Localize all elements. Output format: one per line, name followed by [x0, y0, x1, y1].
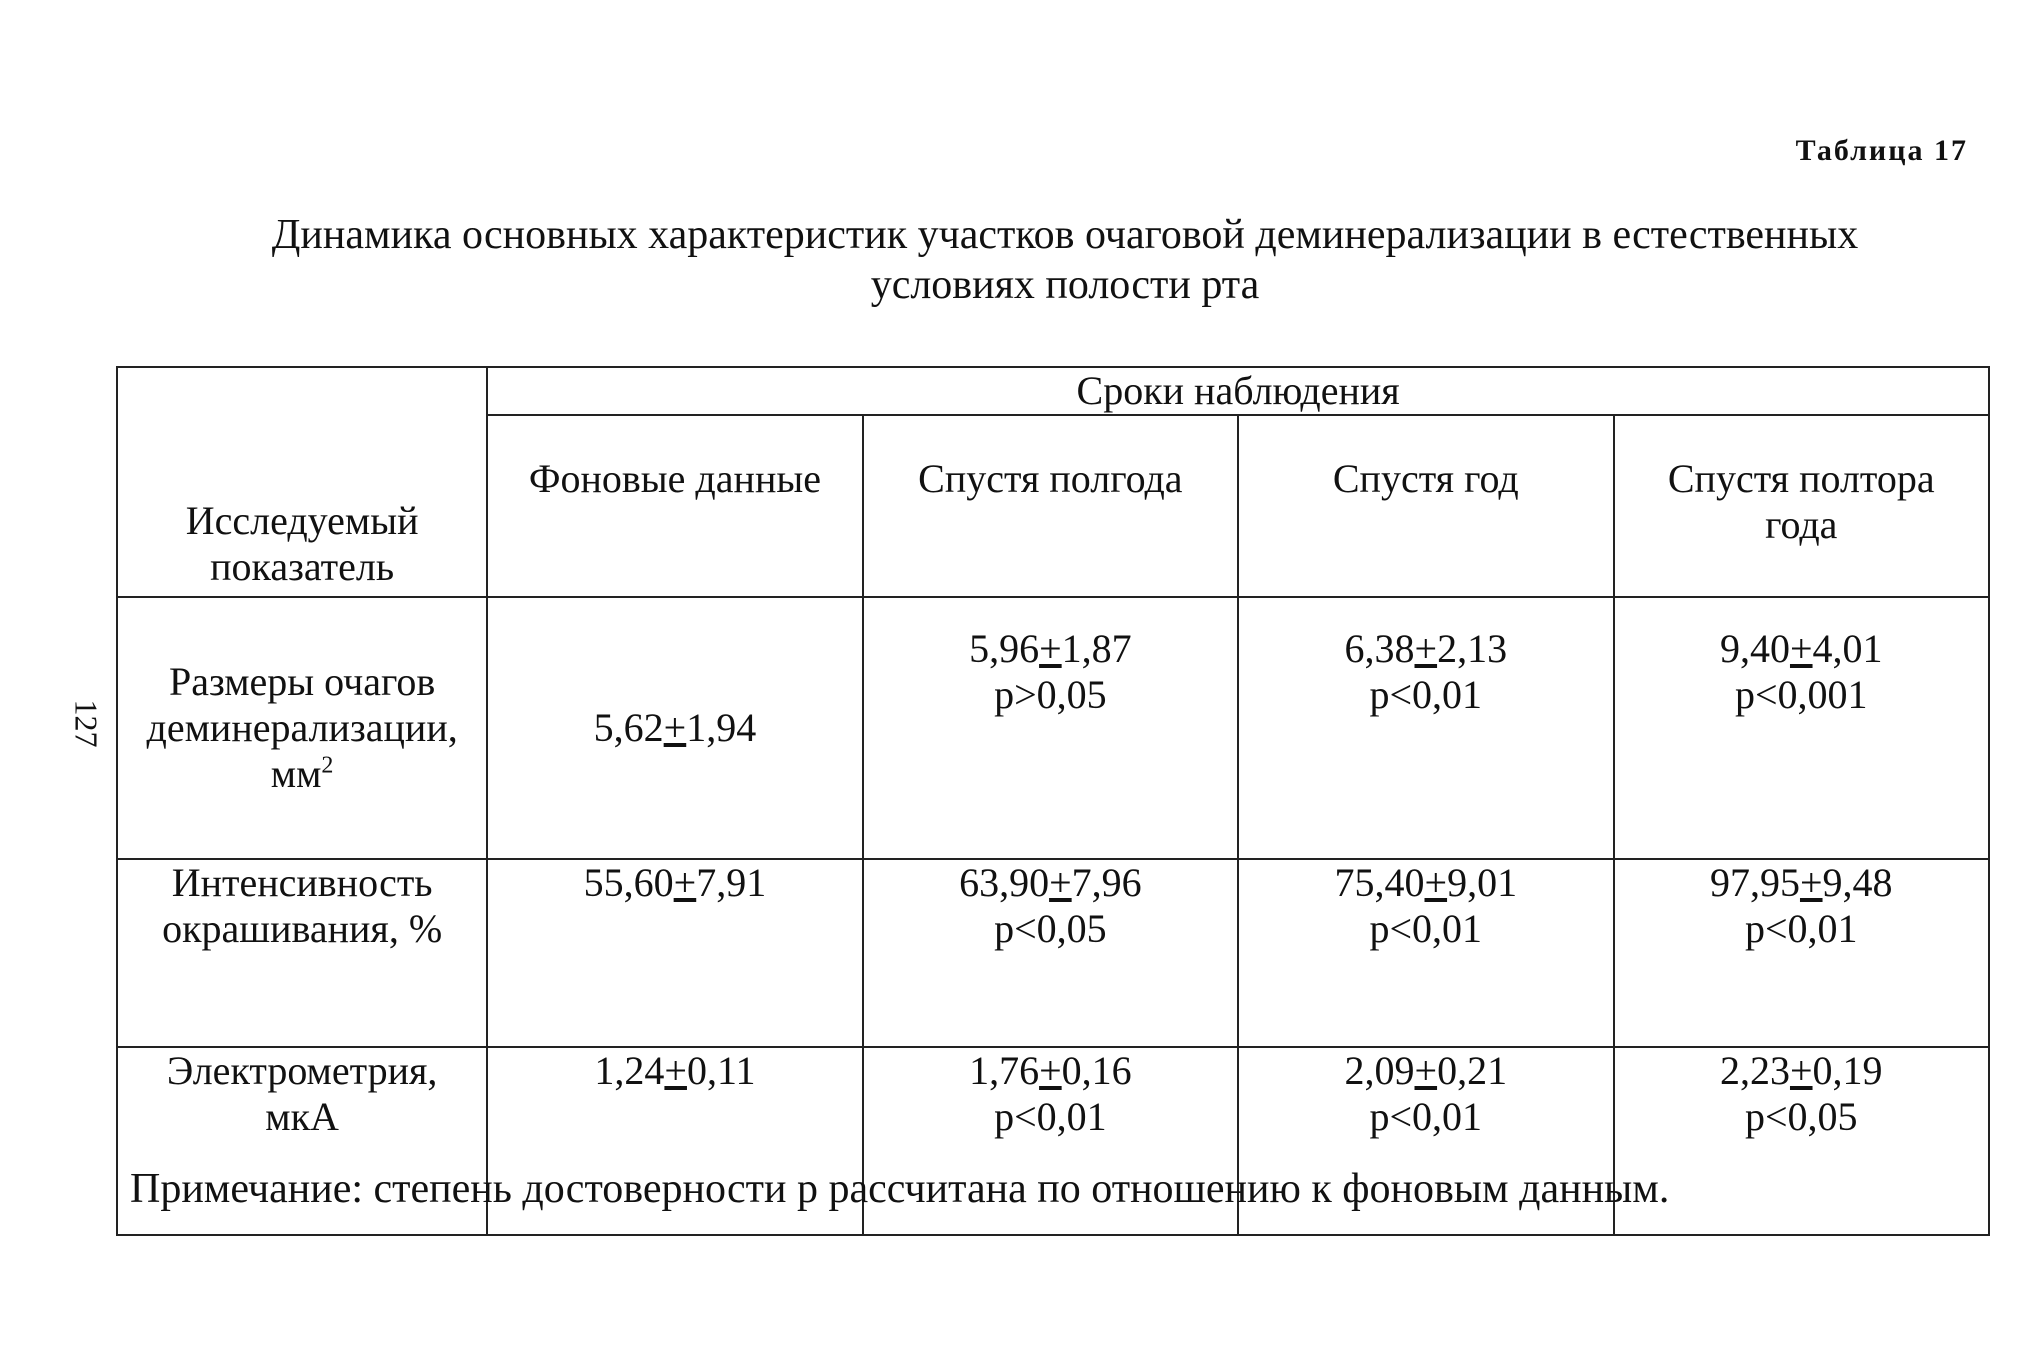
column-header	[1614, 415, 1990, 597]
mean-value	[1623, 1048, 1981, 1094]
mean-value	[1247, 860, 1604, 906]
value-cell	[487, 859, 862, 1047]
column-header	[863, 415, 1238, 597]
title-line: условиях полости рта	[870, 262, 1260, 308]
deviation: 4,01	[1812, 626, 1883, 671]
header-row-group	[117, 367, 1989, 415]
row-label	[117, 859, 487, 1047]
plus-minus-sign: +	[1789, 626, 1813, 671]
plus-minus-sign: +	[1039, 626, 1062, 671]
row-label-line: Интенсивность	[171, 860, 433, 905]
group-header: Сроки наблюдения	[487, 367, 1989, 415]
mean-value	[872, 1048, 1229, 1094]
row-label-line	[126, 751, 478, 797]
row-header-line: показатель	[210, 544, 395, 589]
mean: 2,23	[1719, 1048, 1790, 1093]
plus-minus-sign: +	[1049, 860, 1072, 905]
value-cell	[487, 597, 862, 859]
column-header-line: Спустя полгода	[918, 456, 1183, 501]
value-cell	[863, 597, 1238, 859]
plus-minus-sign: +	[663, 705, 687, 750]
plus-minus-sign: +	[673, 860, 697, 905]
table-number: Таблица 17	[1795, 134, 1968, 167]
mean: 75,40	[1334, 860, 1425, 905]
row-label	[117, 597, 487, 859]
column-header-line: Фоновые данные	[528, 456, 821, 501]
p-value: p<0,01	[1369, 906, 1483, 951]
deviation: 0,19	[1812, 1048, 1883, 1093]
deviation: 1,94	[686, 705, 757, 750]
mean: 5,96	[969, 626, 1040, 671]
mean-value	[872, 626, 1229, 672]
mean-value	[1623, 626, 1981, 672]
row-label-line: мкА	[265, 1094, 339, 1139]
title-line: Динамика основных характеристик участков очаговой деминерализации в естественных	[271, 212, 1859, 258]
mean: 5,62	[593, 705, 664, 750]
mean-value	[872, 860, 1229, 906]
plus-minus-sign: +	[1424, 860, 1448, 905]
deviation: 0,21	[1437, 1048, 1508, 1093]
deviation: 2,13	[1437, 626, 1508, 671]
plus-minus-sign: +	[1789, 1048, 1813, 1093]
row-label-line: Электрометрия,	[166, 1048, 438, 1093]
p-value: p<0,05	[994, 906, 1107, 951]
table-title	[150, 210, 1980, 310]
column-header-line: года	[1765, 502, 1838, 547]
mean: 1,24	[594, 1048, 665, 1093]
mean: 97,95	[1709, 860, 1800, 905]
p-value: p<0,05	[1744, 1094, 1858, 1139]
value-cell	[1614, 859, 1990, 1047]
table-note: Примечание: степень достоверности р рассчитана по отношению к фоновым данным.	[130, 1166, 1670, 1212]
value-cell	[863, 859, 1238, 1047]
p-value: p<0,01	[994, 1094, 1107, 1139]
plus-minus-sign: +	[1039, 1048, 1062, 1093]
plus-minus-sign: +	[1414, 1048, 1438, 1093]
mean: 9,40	[1719, 626, 1790, 671]
row-header-line: Исследуемый	[185, 498, 419, 543]
p-value: p<0,001	[1734, 672, 1868, 717]
p-value: p<0,01	[1369, 672, 1483, 717]
value-cell	[1614, 597, 1990, 859]
mean: 2,09	[1344, 1048, 1415, 1093]
mean-value	[496, 705, 853, 751]
p-value: p<0,01	[1369, 1094, 1483, 1139]
mean-value	[1247, 626, 1604, 672]
column-header	[487, 415, 862, 597]
row-header-cell	[117, 367, 487, 597]
value-cell	[1614, 1047, 1990, 1235]
deviation: 7,96	[1071, 860, 1142, 905]
deviation: 9,48	[1822, 860, 1893, 905]
column-header	[1238, 415, 1613, 597]
row-label-line: деминерализации,	[146, 705, 458, 750]
mean-value	[1247, 1048, 1604, 1094]
page-number: 127	[68, 699, 105, 748]
p-value: p>0,05	[994, 672, 1107, 717]
mean: 55,60	[583, 860, 674, 905]
mean-value	[496, 860, 853, 906]
deviation: 7,91	[696, 860, 767, 905]
unit-superscript: 2	[321, 752, 334, 779]
table-row	[117, 859, 1989, 1047]
value-cell	[1238, 597, 1613, 859]
value-cell	[1238, 859, 1613, 1047]
mean-value	[496, 1048, 853, 1094]
data-table	[116, 366, 1990, 1236]
deviation: 0,11	[686, 1048, 756, 1093]
mean: 6,38	[1344, 626, 1415, 671]
table-row	[117, 597, 1989, 859]
row-label-line: окрашивания, %	[162, 906, 443, 951]
row-label-line: Размеры очагов	[168, 659, 436, 704]
plus-minus-sign: +	[1414, 626, 1438, 671]
mean: 63,90	[959, 860, 1050, 905]
mean: 1,76	[969, 1048, 1040, 1093]
deviation: 1,87	[1061, 626, 1132, 671]
p-value: p<0,01	[1744, 906, 1858, 951]
plus-minus-sign: +	[1799, 860, 1823, 905]
plus-minus-sign: +	[664, 1048, 687, 1093]
column-header-line: Спустя год	[1332, 456, 1519, 501]
column-header-line: Спустя полтора	[1667, 456, 1935, 501]
mean-value	[1623, 860, 1981, 906]
deviation: 9,01	[1447, 860, 1518, 905]
unit-text: мм	[270, 751, 322, 796]
deviation: 0,16	[1061, 1048, 1132, 1093]
